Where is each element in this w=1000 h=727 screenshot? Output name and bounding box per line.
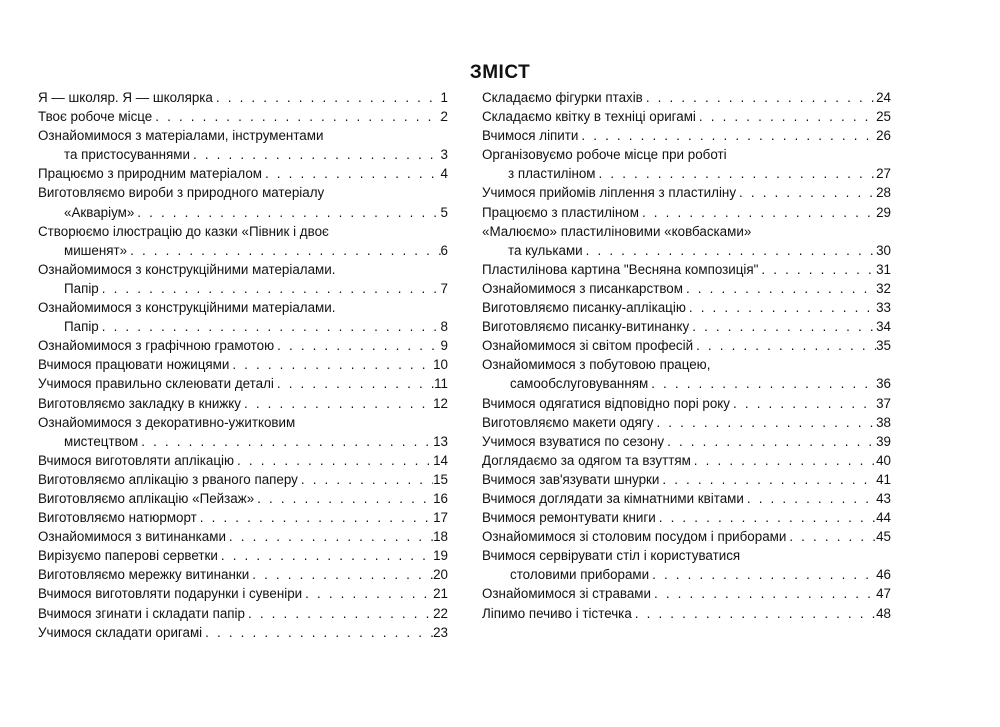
dot-leader [578, 126, 876, 145]
toc-page-number: 46 [876, 567, 891, 583]
toc-page-number: 11 [434, 376, 448, 392]
toc-entry-line [38, 355, 448, 374]
toc-entry-text: «Акваріум» [64, 204, 135, 220]
toc-entry-text: «Малюємо» пластиліновими «ковбасками» [482, 223, 752, 239]
toc-entry-line [38, 508, 448, 527]
toc-entry-text: Виготовляємо писанку-витинанку [482, 319, 690, 335]
toc-entry-text: з пластиліном [508, 166, 596, 182]
toc-page-number: 3 [440, 147, 448, 163]
toc-entry [38, 355, 448, 374]
toc-entry-line [38, 336, 448, 355]
toc-entry-line [38, 565, 448, 584]
dot-leader [234, 451, 433, 470]
toc-entry [482, 451, 891, 470]
toc-page-number: 26 [876, 128, 891, 144]
toc-page-number: 41 [876, 471, 891, 487]
dot-leader [649, 565, 876, 584]
toc-entry [482, 279, 891, 298]
toc-page-number: 36 [876, 376, 891, 392]
toc-entry-text: Ознайомимося зі столовим посудом і приборами [482, 529, 787, 545]
toc-entry [482, 432, 891, 451]
toc-entry-text: Ознайомимося з витинанками [38, 529, 226, 545]
dot-leader [190, 145, 441, 164]
dot-leader [302, 584, 433, 603]
toc-entry-text: Вчимося виготовляти подарунки і сувеніри [38, 586, 303, 602]
toc-entry-text: Виготовляємо закладку в книжку [38, 395, 241, 411]
toc-entry-text: Складаємо квітку в техніці оригамі [482, 109, 696, 125]
dot-leader [686, 298, 876, 317]
toc-entry-text: Папір [64, 280, 99, 296]
toc-entry-text: Ознайомимося зі світом професій [482, 338, 694, 354]
toc-entry [38, 298, 448, 336]
toc-page-number: 39 [876, 433, 891, 449]
toc-entry [38, 183, 448, 221]
toc-page-number: 37 [876, 395, 891, 411]
toc-entry-line [482, 88, 891, 107]
dot-leader [758, 260, 876, 279]
toc-entry-text: Працюємо з природним матеріалом [38, 166, 262, 182]
toc-entry-line [38, 413, 448, 432]
toc-entry-text: Вчимося згинати і складати папір [38, 605, 245, 621]
toc-entry [38, 584, 448, 603]
toc-page-number: 9 [440, 338, 448, 354]
toc-entry-text: Складаємо фігурки птахів [482, 90, 643, 105]
toc-entry [482, 260, 891, 279]
toc-entry-line [38, 126, 448, 145]
toc-entry-text: Папір [64, 319, 99, 335]
toc-entry-line [38, 604, 448, 623]
toc-entry [482, 508, 891, 527]
toc-entry-text: Учимося правильно склеювати деталі [38, 376, 274, 392]
toc-entry-line [38, 183, 448, 202]
toc-entry-text: Вчимося зав'язувати шнурки [482, 471, 660, 487]
dot-leader [218, 546, 433, 565]
toc-entry-line [482, 203, 891, 222]
toc-entry-line [482, 183, 891, 202]
dot-leader [229, 355, 433, 374]
toc-entry-text: Вчимося ремонтувати книги [482, 510, 656, 526]
toc-entry-line [482, 451, 891, 470]
toc-page-number: 31 [876, 261, 891, 277]
toc-entry-line [482, 317, 891, 336]
toc-entry-line [482, 374, 891, 393]
toc-entry [38, 374, 448, 393]
dot-leader [689, 317, 876, 336]
toc-page-number: 27 [876, 166, 891, 182]
toc-entry-text: Виготовляємо писанку-аплікацію [482, 300, 686, 316]
dot-leader [656, 508, 876, 527]
toc-entry [38, 546, 448, 565]
toc-entry-line [482, 432, 891, 451]
toc-page-number: 15 [433, 471, 448, 487]
toc-entry-text: Ознайомимося з графічною грамотою [38, 338, 275, 354]
toc-entry-line [482, 164, 891, 183]
toc-entry-text: Учимося взуватися по сезону [482, 433, 665, 449]
toc-page-number: 47 [876, 586, 891, 602]
toc-page-number: 16 [433, 490, 448, 506]
toc-page-number: 7 [440, 280, 448, 296]
toc-entry-text: Ознайомимося з матеріалами, інструментами [38, 128, 324, 144]
toc-entry [482, 355, 891, 393]
toc-entry-line [38, 88, 448, 107]
toc-entry-line [482, 546, 891, 565]
toc-entry-text: Виготовляємо аплікацію з рваного паперу [38, 471, 298, 487]
toc-page-number: 12 [433, 395, 448, 411]
dot-leader [241, 394, 433, 413]
toc-entry [482, 183, 891, 202]
toc-entry [38, 508, 448, 527]
toc-title: ЗМІСТ [469, 62, 531, 83]
toc-entry [38, 222, 448, 260]
dot-leader [138, 432, 433, 451]
toc-entry [482, 317, 891, 336]
toc-entry-line [482, 222, 891, 241]
toc-page-number: 8 [440, 319, 448, 335]
toc-page-number: 5 [440, 204, 448, 220]
toc-entry-text: Вчимося одягатися відповідно порі року [482, 395, 731, 411]
dot-leader [683, 279, 876, 298]
toc-entry-line [38, 432, 448, 451]
toc-page-number: 44 [876, 510, 891, 526]
toc-entry-line [38, 107, 448, 126]
dot-leader [197, 508, 433, 527]
toc-entry-text: Виготовляємо аплікацію «Пейзаж» [38, 490, 255, 506]
toc-page-number: 29 [876, 204, 891, 220]
dot-leader [664, 432, 876, 451]
toc-entry [38, 164, 448, 183]
toc-entry-text: Створюємо ілюстрацію до казки «Півник і двоє [38, 223, 329, 239]
toc-entry [482, 604, 891, 623]
toc-page-number: 21 [433, 586, 448, 602]
dot-leader [651, 584, 876, 603]
toc-page-number: 14 [433, 452, 448, 468]
toc-entry-text: Ознайомимося зі стравами [482, 586, 651, 602]
toc-entry-text: Організовуємо робоче місце при роботі [482, 147, 727, 163]
toc-entry-line [482, 279, 891, 298]
toc-page-number: 22 [433, 605, 448, 621]
toc-page-number: 24 [876, 90, 891, 105]
dot-leader [653, 413, 876, 432]
toc-entry [482, 88, 891, 107]
dot-leader [213, 88, 441, 107]
toc-entry-text: Вчимося сервірувати стіл і користуватися [482, 548, 741, 564]
toc-page-number: 19 [433, 548, 448, 564]
toc-entry-line [38, 317, 448, 336]
toc-entry-text: Ознайомимося з побутовою працею, [482, 357, 711, 373]
toc-column-right [482, 88, 891, 623]
toc-page-number: 4 [440, 166, 448, 182]
toc-entry-text: Учимося прийомів ліплення з пластиліну [482, 185, 737, 201]
toc-entry-text: мистецтвом [64, 433, 139, 449]
toc-page-number: 48 [876, 605, 891, 621]
toc-entry-line [482, 413, 891, 432]
dot-leader [730, 394, 876, 413]
toc-entry [38, 470, 448, 489]
toc-entry-text: Пластилінова картина "Весняна композиція" [482, 261, 759, 277]
dot-leader [254, 489, 433, 508]
toc-entry-line [482, 584, 891, 603]
dot-leader [249, 565, 433, 584]
toc-page-number: 28 [876, 185, 891, 201]
toc-entry-line [482, 260, 891, 279]
toc-entry-line [482, 355, 891, 374]
toc-entry-line [482, 527, 891, 546]
toc-page-number: 38 [876, 414, 891, 430]
toc-entry-line [38, 470, 448, 489]
toc-entry [482, 298, 891, 317]
dot-leader [696, 107, 876, 126]
toc-entry [482, 527, 891, 546]
toc-entry [38, 565, 448, 584]
toc-page-number: 35 [876, 338, 891, 354]
dot-leader [152, 107, 440, 126]
toc-entry-line [38, 222, 448, 241]
toc-entry-line [482, 298, 891, 317]
toc-entry-text: та кульками [508, 242, 583, 258]
dot-leader [127, 241, 440, 260]
dot-leader [226, 527, 433, 546]
toc-page-number: 45 [876, 529, 891, 545]
toc-entry-text: Я — школяр. Я — школярка [38, 90, 213, 105]
toc-entry [38, 260, 448, 298]
toc-entry-text: Виготовляємо вироби з природного матеріалу [38, 185, 325, 201]
dot-leader [632, 604, 876, 623]
dot-leader [262, 164, 441, 183]
toc-entry-line [482, 489, 891, 508]
toc-page-number: 20 [433, 567, 448, 583]
dot-leader [245, 604, 433, 623]
toc-entry-text: Ліпимо печиво і тістечка [482, 605, 632, 621]
toc-entry [38, 107, 448, 126]
toc-entry-line [38, 241, 448, 260]
toc-entry-text: Працюємо з пластиліном [482, 204, 639, 220]
toc-page-number: 10 [433, 357, 448, 373]
toc-entry-line [38, 489, 448, 508]
toc-entry-text: Виготовляємо макети одягу [482, 414, 654, 430]
toc-entry-line [482, 394, 891, 413]
toc-entry-text: Вчимося ліпити [482, 128, 579, 144]
toc-entry-line [38, 451, 448, 470]
toc-entry-text: Вчимося працювати ножицями [38, 357, 230, 373]
toc-entry-text: Виготовляємо натюрморт [38, 510, 197, 526]
toc-entry-line [38, 279, 448, 298]
toc-entry-text: Доглядаємо за одягом та взуттям [482, 452, 691, 468]
toc-page-number: 32 [876, 280, 891, 296]
toc-entry [482, 336, 891, 355]
toc-entry-text: столовими приборами [510, 567, 650, 583]
toc-entry-line [482, 470, 891, 489]
toc-entry-text: Вирізуємо паперові серветки [38, 548, 218, 564]
toc-page-number: 30 [876, 242, 891, 258]
toc-entry [38, 451, 448, 470]
toc-entry-text: Твоє робоче місце [38, 109, 153, 125]
toc-entry-line [38, 546, 448, 565]
toc-entry-line [38, 260, 448, 279]
toc-page-number: 34 [876, 319, 891, 335]
toc-page-number: 6 [440, 242, 448, 258]
toc-page-number: 43 [876, 490, 891, 506]
toc-entry [482, 470, 891, 489]
toc-entry [38, 394, 448, 413]
toc-column-left [38, 88, 448, 642]
dot-leader [202, 623, 433, 642]
toc-entry [482, 584, 891, 603]
dot-leader [744, 489, 876, 508]
toc-entry [482, 546, 891, 584]
toc-entry [38, 604, 448, 623]
toc-entry-text: Учимося складати оригамі [38, 624, 203, 640]
toc-page-number: 25 [876, 109, 891, 125]
toc-page-number: 23 [433, 624, 448, 640]
toc-entry-line [482, 241, 891, 260]
toc-entry [482, 394, 891, 413]
toc-entry-text: Ознайомимося з декоративно-ужитковим [38, 414, 296, 430]
toc-page-number: 40 [876, 452, 891, 468]
toc-entry-line [38, 394, 448, 413]
toc-entry [482, 126, 891, 145]
dot-leader [274, 374, 434, 393]
dot-leader [736, 183, 876, 202]
dot-leader [693, 336, 876, 355]
toc-entry-line [482, 604, 891, 623]
toc-entry [38, 336, 448, 355]
toc-entry-line [38, 298, 448, 317]
toc-entry-text: Вчимося доглядати за кімнатними квітами [482, 490, 744, 506]
toc-entry-line [482, 145, 891, 164]
dot-leader [648, 374, 876, 393]
toc-entry-line [38, 374, 448, 393]
dot-leader [99, 317, 441, 336]
toc-entry-line [482, 126, 891, 145]
dot-leader [298, 470, 433, 489]
toc-entry-line [38, 164, 448, 183]
toc-entry-text: мишенят» [64, 242, 128, 258]
toc-page-number: 17 [433, 510, 448, 526]
dot-leader [583, 241, 876, 260]
toc-entry-line [38, 584, 448, 603]
toc-entry-text: Ознайомимося з конструкційними матеріалами. [38, 261, 336, 277]
dot-leader [134, 203, 440, 222]
dot-leader [99, 279, 441, 298]
toc-page-number: 2 [440, 109, 448, 125]
toc-entry-line [482, 336, 891, 355]
toc-entry-line [38, 623, 448, 642]
toc-entry-text: та пристосуваннями [64, 147, 190, 163]
toc-entry [482, 203, 891, 222]
dot-leader [659, 470, 876, 489]
toc-entry-line [482, 565, 891, 584]
toc-page-number: 13 [433, 433, 448, 449]
toc-entry [482, 145, 891, 183]
dot-leader [596, 164, 877, 183]
toc-entry [38, 88, 448, 107]
toc-entry [38, 413, 448, 451]
dot-leader [691, 451, 876, 470]
toc-entry-line [38, 527, 448, 546]
dot-leader [639, 203, 876, 222]
toc-entry [38, 126, 448, 164]
toc-entry [38, 489, 448, 508]
toc-entry [38, 527, 448, 546]
toc-entry-line [482, 107, 891, 126]
toc-entry [482, 222, 891, 260]
toc-entry [482, 107, 891, 126]
toc-entry-text: Ознайомимося з писанкарством [482, 280, 683, 296]
dot-leader [786, 527, 876, 546]
toc-entry-line [38, 203, 448, 222]
toc-entry-text: Ознайомимося з конструкційними матеріалами. [38, 300, 336, 316]
toc-entry-text: самообслуговуванням [510, 376, 649, 392]
toc-entry-text: Виготовляємо мережку витинанки [38, 567, 250, 583]
toc-entry [38, 623, 448, 642]
toc-entry-line [38, 145, 448, 164]
toc-page-number: 18 [433, 529, 448, 545]
toc-entry [482, 413, 891, 432]
toc-entry [482, 489, 891, 508]
toc-entry-text: Вчимося виготовляти аплікацію [38, 452, 235, 468]
toc-page-number: 33 [876, 300, 891, 316]
toc-page-number: 1 [440, 90, 448, 105]
dot-leader [643, 88, 876, 107]
toc-entry-line [482, 508, 891, 527]
dot-leader [274, 336, 440, 355]
